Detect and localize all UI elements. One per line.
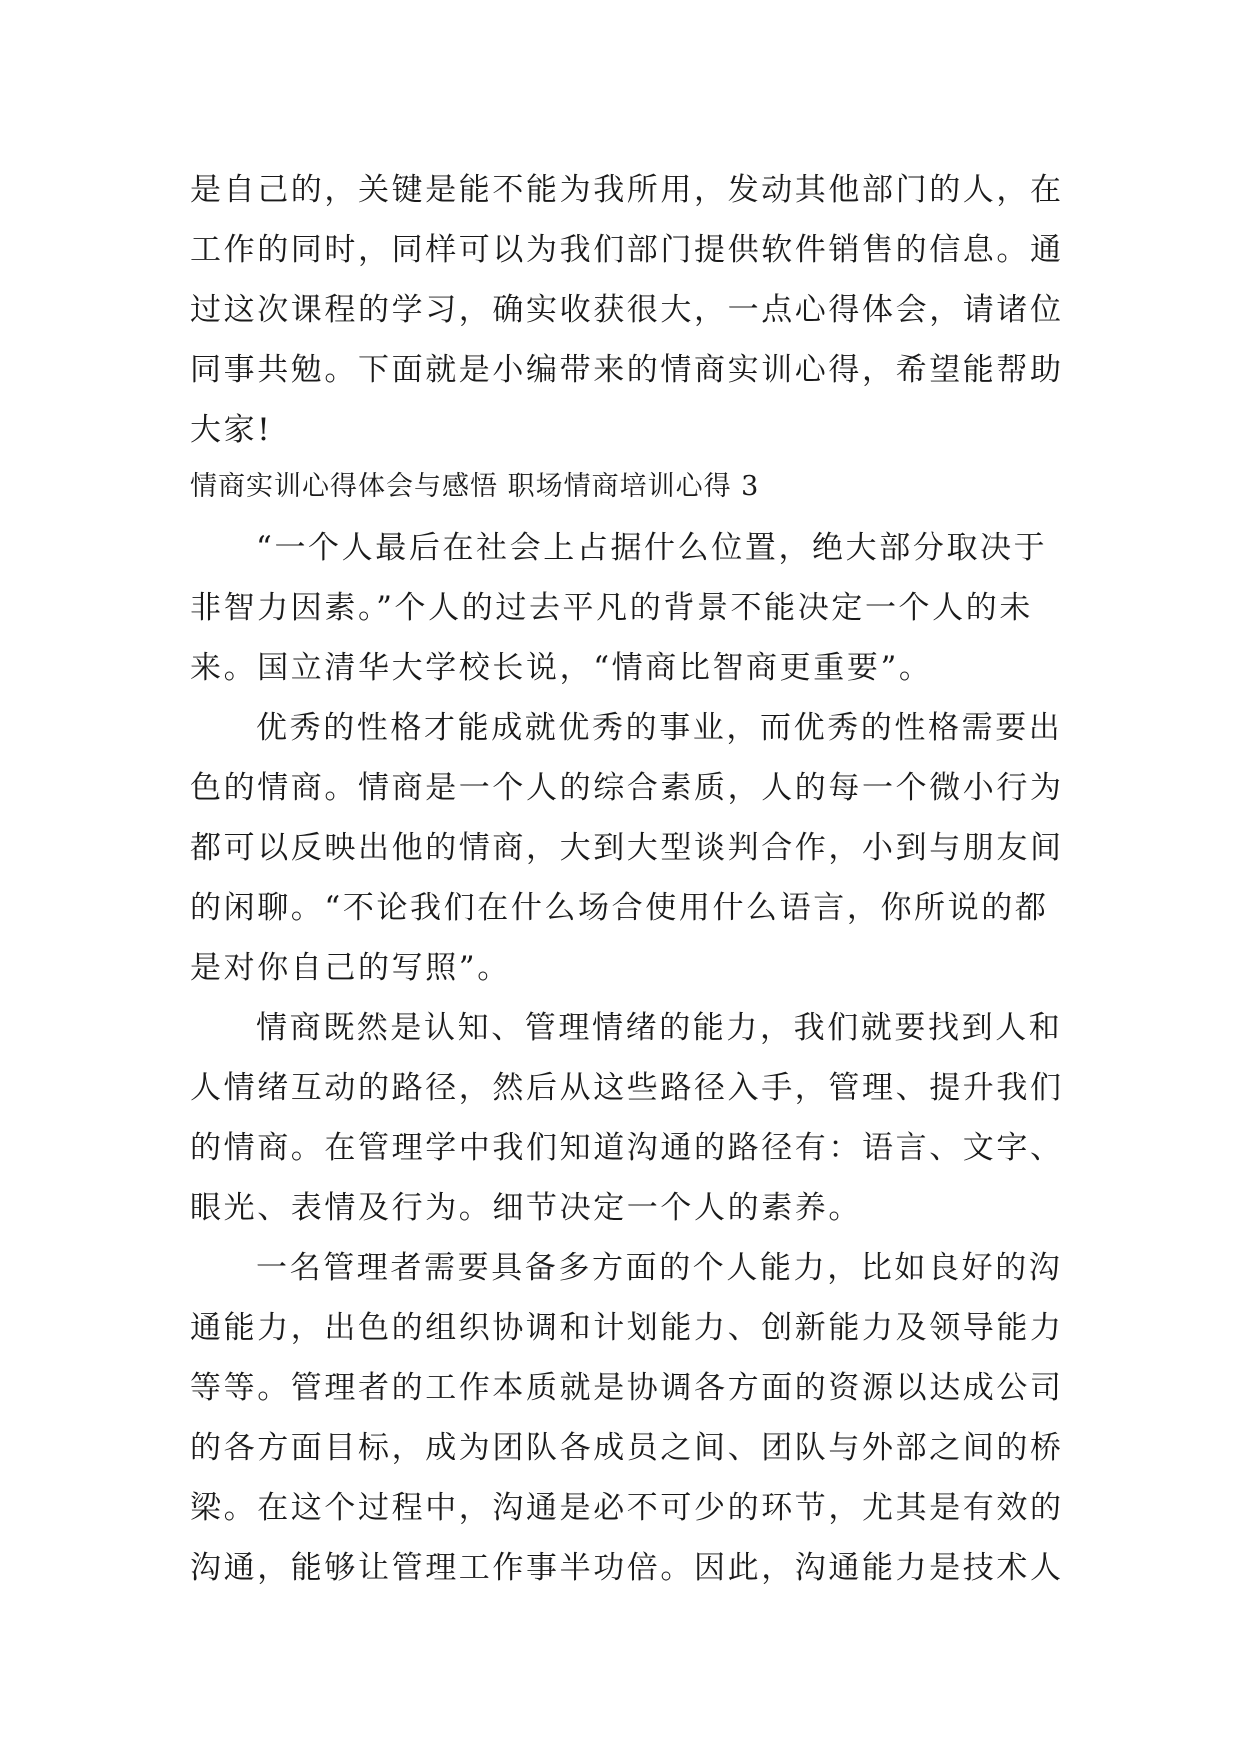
text-line: 色的情商。情商是一个人的综合素质，人的每一个微小行为 [190, 770, 1064, 806]
paragraph-3 [190, 998, 1070, 1238]
text-line: 等等。管理者的工作本质就是协调各方面的资源以达成公司 [190, 1370, 1064, 1406]
text-line: 的闲聊。“不论我们在什么场合使用什么语言，你所说的都 [190, 890, 1049, 926]
intro-paragraph [190, 160, 1070, 460]
paragraph-2 [190, 698, 1070, 998]
text-line: 是自己的，关键是能不能为我所用，发动其他部门的人，在 [190, 172, 1064, 208]
text-line: 过这次课程的学习，确实收获很大，一点心得体会，请诸位 [190, 292, 1064, 328]
text-line: 人情绪互动的路径，然后从这些路径入手，管理、提升我们 [190, 1070, 1064, 1106]
text-line: 都可以反映出他的情商，大到大型谈判合作，小到与朋友间 [190, 830, 1064, 866]
text-line: 沟通，能够让管理工作事半功倍。因此，沟通能力是技术人 [190, 1550, 1064, 1586]
text-line: 眼光、表情及行为。细节决定一个人的素养。 [190, 1190, 862, 1226]
document-body [190, 160, 1070, 1598]
text-line: 梁。在这个过程中，沟通是必不可少的环节，尤其是有效的 [190, 1490, 1064, 1526]
text-line: 的情商。在管理学中我们知道沟通的路径有：语言、文字、 [190, 1130, 1064, 1166]
text-line: 优秀的性格才能成就优秀的事业，而优秀的性格需要出 [256, 710, 1063, 746]
text-line: 情商既然是认知、管理情绪的能力，我们就要找到人和 [256, 1010, 1063, 1046]
text-line: 同事共勉。下面就是小编带来的情商实训心得，希望能帮助 [190, 352, 1064, 388]
text-line: 大家! [190, 412, 273, 448]
text-line: 工作的同时，同样可以为我们部门提供软件销售的信息。通 [190, 232, 1064, 268]
paragraph-1 [190, 518, 1070, 698]
section-title: 情商实训心得体会与感悟 职场情商培训心得 3 [190, 471, 760, 502]
paragraph-4 [190, 1238, 1070, 1598]
text-line: 的各方面目标，成为团队各成员之间、团队与外部之间的桥 [190, 1430, 1064, 1466]
text-line: 是对你自己的写照”。 [190, 950, 511, 986]
text-line: 一名管理者需要具备多方面的个人能力，比如良好的沟 [256, 1250, 1063, 1286]
text-line: 非智力因素。”个人的过去平凡的背景不能决定一个人的未 [190, 590, 1033, 626]
text-line: 通能力，出色的组织协调和计划能力、创新能力及领导能力 [190, 1310, 1064, 1346]
text-line: “一个人最后在社会上占据什么位置，绝大部分取决于 [256, 530, 1048, 566]
text-line: 来。国立清华大学校长说，“情商比智商更重要”。 [190, 650, 933, 686]
